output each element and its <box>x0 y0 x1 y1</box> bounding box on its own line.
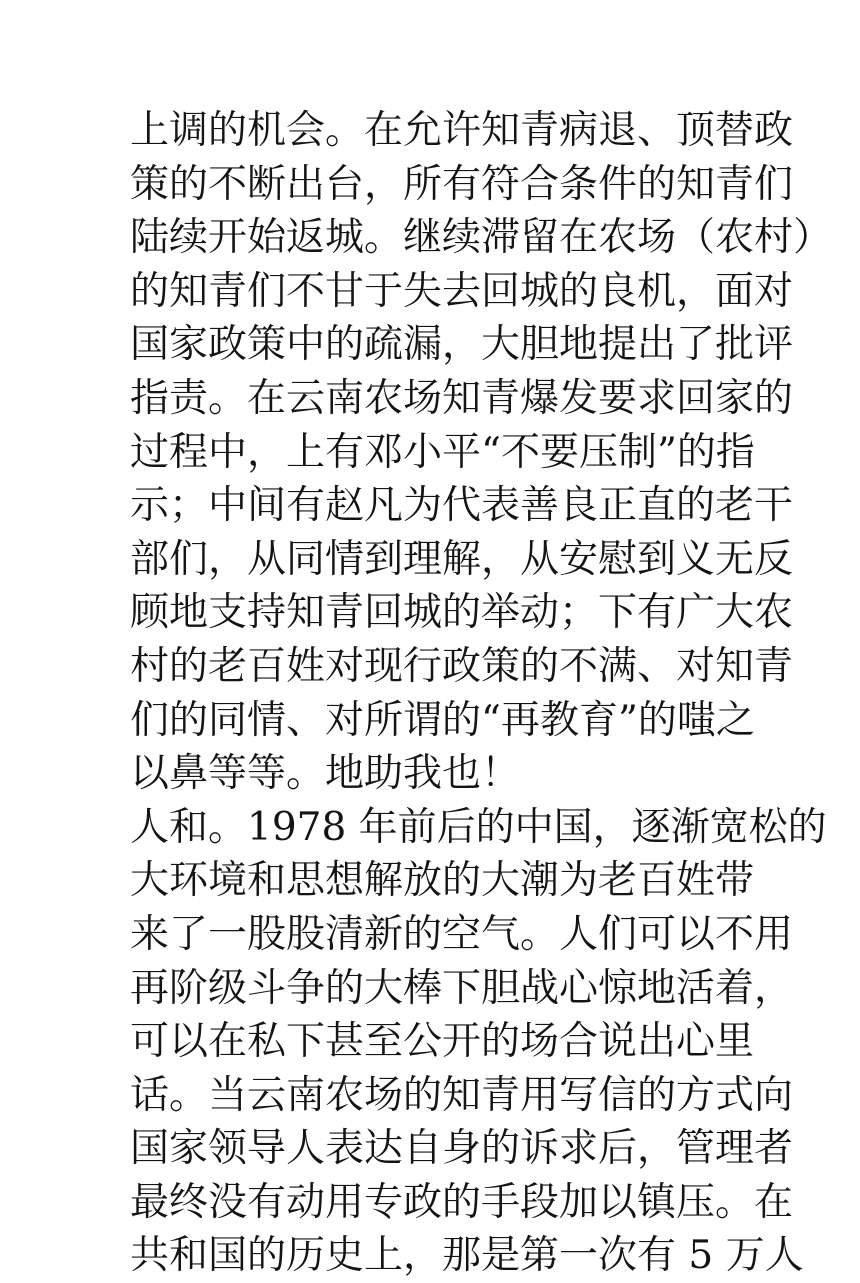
text-line: 们的同情、对所谓的“再教育”的嗤之 <box>130 697 755 743</box>
text-line: 人和。1978 年前后的中国，逐渐宽松的 <box>130 804 827 850</box>
text-line: 最终没有动用专政的手段加以镇压。在 <box>130 1179 794 1225</box>
text-line: 上调的机会。在允许知青病退、顶替政 <box>130 108 794 153</box>
text-line: 再阶级斗争的大棒下胆战心惊地活着， <box>130 965 794 1011</box>
text-line: 可以在私下甚至公开的场合说出心里 <box>130 1019 755 1065</box>
text-line: 过程中，上有邓小平“不要压制”的指 <box>130 429 755 475</box>
text-line: 大环境和思想解放的大潮为老百姓带 <box>130 858 755 904</box>
text-line: 陆续开始返城。继续滞留在农场（农村） <box>130 215 833 261</box>
body-text <box>130 104 833 1283</box>
text-line: 村的老百姓对现行政策的不满、对知青 <box>130 643 794 689</box>
text-line: 策的不断出台，所有符合条件的知青们 <box>130 161 794 207</box>
text-line: 示；中间有赵凡为代表善良正直的老干 <box>130 483 794 529</box>
text-line: 共和国的历史上，那是第一次有 5 万人 <box>130 1233 804 1279</box>
text-line: 部们，从同情到理解，从安慰到义无反 <box>130 536 794 582</box>
text-line: 的知青们不甘于失去回城的良机，面对 <box>130 268 794 314</box>
text-line: 来了一股股清新的空气。人们可以不用 <box>130 911 794 957</box>
text-line: 国家领导人表达自身的诉求后，管理者 <box>130 1126 794 1172</box>
text-line: 话。当云南农场的知青用写信的方式向 <box>130 1072 794 1118</box>
text-line: 指责。在云南农场知青爆发要求回家的 <box>130 375 794 421</box>
text-line: 顾地支持知青回城的举动；下有广大农 <box>130 590 794 636</box>
text-line: 以鼻等等。地助我也！ <box>130 751 521 797</box>
text-line: 国家政策中的疏漏，大胆地提出了批评 <box>130 322 794 368</box>
